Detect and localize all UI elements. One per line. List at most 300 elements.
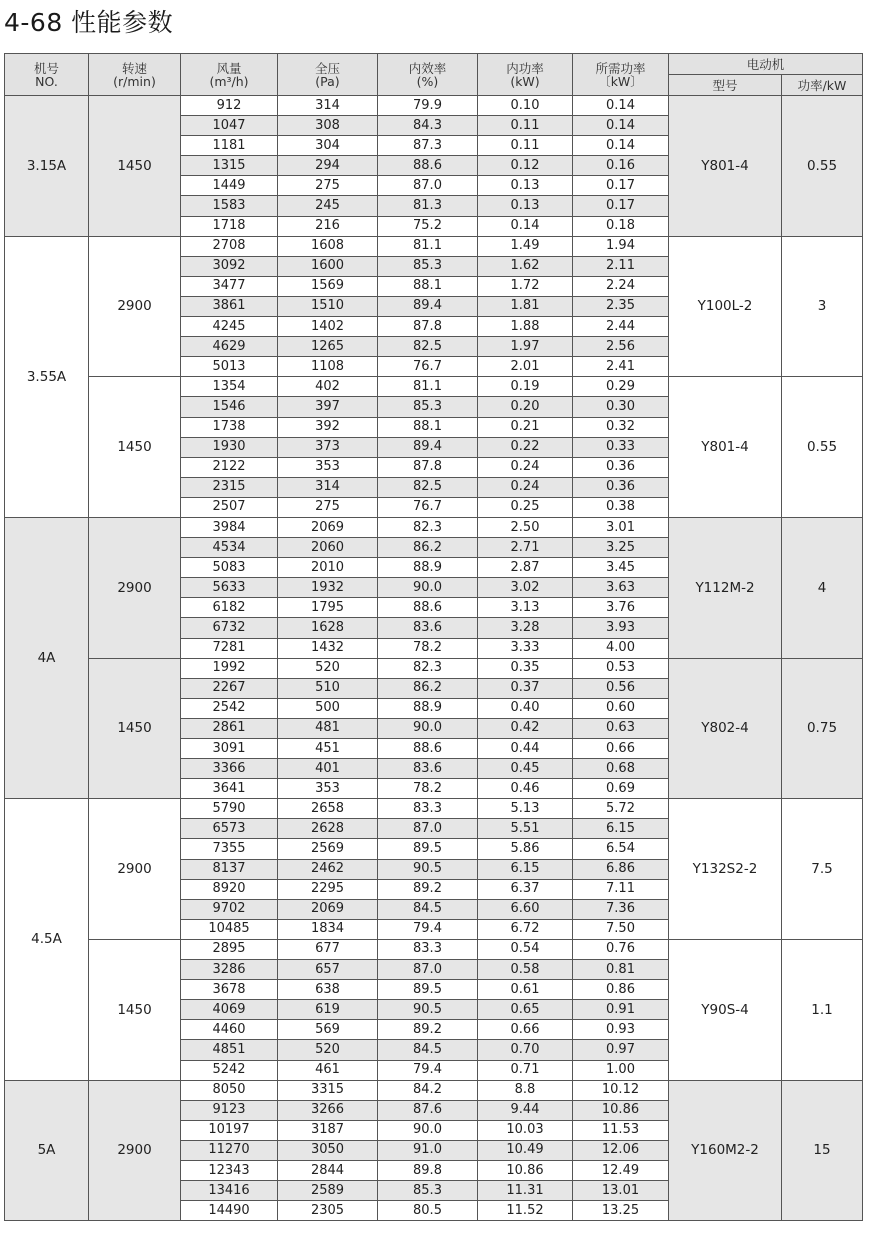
pressure-cell: 308 bbox=[278, 116, 378, 136]
efficiency-cell: 84.5 bbox=[378, 899, 478, 919]
efficiency-cell: 87.0 bbox=[378, 819, 478, 839]
efficiency-cell: 81.1 bbox=[378, 236, 478, 256]
efficiency-cell: 89.2 bbox=[378, 1020, 478, 1040]
flow-cell: 3984 bbox=[181, 517, 278, 537]
flow-cell: 12343 bbox=[181, 1160, 278, 1180]
flow-cell: 4534 bbox=[181, 538, 278, 558]
efficiency-cell: 79.4 bbox=[378, 1060, 478, 1080]
header-motor-power: 功率/kW bbox=[782, 75, 863, 96]
required-power-cell: 7.36 bbox=[573, 899, 669, 919]
internal-power-cell: 1.97 bbox=[478, 337, 573, 357]
flow-cell: 1546 bbox=[181, 397, 278, 417]
flow-cell: 6573 bbox=[181, 819, 278, 839]
flow-cell: 7281 bbox=[181, 638, 278, 658]
motor-model-cell: Y801-4 bbox=[669, 377, 782, 518]
motor-model-cell: Y801-4 bbox=[669, 96, 782, 237]
required-power-cell: 2.35 bbox=[573, 296, 669, 316]
internal-power-cell: 0.37 bbox=[478, 678, 573, 698]
flow-cell: 3477 bbox=[181, 276, 278, 296]
efficiency-cell: 90.5 bbox=[378, 1000, 478, 1020]
internal-power-cell: 6.37 bbox=[478, 879, 573, 899]
required-power-cell: 0.38 bbox=[573, 497, 669, 517]
required-power-cell: 10.12 bbox=[573, 1080, 669, 1100]
table-row bbox=[5, 1080, 863, 1100]
required-power-cell: 13.01 bbox=[573, 1181, 669, 1201]
efficiency-cell: 86.2 bbox=[378, 538, 478, 558]
flow-cell: 2542 bbox=[181, 698, 278, 718]
efficiency-cell: 88.1 bbox=[378, 417, 478, 437]
required-power-cell: 0.14 bbox=[573, 136, 669, 156]
efficiency-cell: 89.8 bbox=[378, 1160, 478, 1180]
motor-power-cell: 15 bbox=[782, 1080, 863, 1221]
efficiency-cell: 85.3 bbox=[378, 1181, 478, 1201]
pressure-cell: 402 bbox=[278, 377, 378, 397]
flow-cell: 1047 bbox=[181, 116, 278, 136]
efficiency-cell: 89.4 bbox=[378, 296, 478, 316]
pressure-cell: 2569 bbox=[278, 839, 378, 859]
internal-power-cell: 0.70 bbox=[478, 1040, 573, 1060]
required-power-cell: 0.97 bbox=[573, 1040, 669, 1060]
pressure-cell: 638 bbox=[278, 980, 378, 1000]
efficiency-cell: 79.9 bbox=[378, 96, 478, 116]
efficiency-cell: 89.5 bbox=[378, 980, 478, 1000]
internal-power-cell: 11.52 bbox=[478, 1201, 573, 1221]
required-power-cell: 3.45 bbox=[573, 558, 669, 578]
speed-cell: 1450 bbox=[89, 377, 181, 518]
internal-power-cell: 0.44 bbox=[478, 739, 573, 759]
required-power-cell: 2.24 bbox=[573, 276, 669, 296]
pressure-cell: 314 bbox=[278, 477, 378, 497]
motor-model-cell: Y160M2-2 bbox=[669, 1080, 782, 1221]
flow-cell: 3286 bbox=[181, 960, 278, 980]
required-power-cell: 0.86 bbox=[573, 980, 669, 1000]
required-power-cell: 0.36 bbox=[573, 477, 669, 497]
required-power-cell: 0.69 bbox=[573, 779, 669, 799]
pressure-cell: 461 bbox=[278, 1060, 378, 1080]
efficiency-cell: 82.3 bbox=[378, 658, 478, 678]
model-cell: 5A bbox=[5, 1080, 89, 1221]
header-motor-group: 电动机 bbox=[669, 54, 863, 75]
efficiency-cell: 87.8 bbox=[378, 317, 478, 337]
speed-cell: 2900 bbox=[89, 236, 181, 377]
efficiency-cell: 83.6 bbox=[378, 759, 478, 779]
pressure-cell: 3187 bbox=[278, 1120, 378, 1140]
pressure-cell: 1795 bbox=[278, 598, 378, 618]
internal-power-cell: 3.13 bbox=[478, 598, 573, 618]
internal-power-cell: 0.10 bbox=[478, 96, 573, 116]
required-power-cell: 0.14 bbox=[573, 96, 669, 116]
efficiency-cell: 80.5 bbox=[378, 1201, 478, 1221]
internal-power-cell: 0.35 bbox=[478, 658, 573, 678]
flow-cell: 6182 bbox=[181, 598, 278, 618]
required-power-cell: 0.81 bbox=[573, 960, 669, 980]
internal-power-cell: 1.49 bbox=[478, 236, 573, 256]
flow-cell: 3091 bbox=[181, 739, 278, 759]
flow-cell: 3366 bbox=[181, 759, 278, 779]
internal-power-cell: 11.31 bbox=[478, 1181, 573, 1201]
header-internal-power: 内功率 (kW) bbox=[478, 54, 573, 96]
required-power-cell: 6.86 bbox=[573, 859, 669, 879]
header-flow: 风量 (m³/h) bbox=[181, 54, 278, 96]
flow-cell: 1583 bbox=[181, 196, 278, 216]
required-power-cell: 6.15 bbox=[573, 819, 669, 839]
required-power-cell: 6.54 bbox=[573, 839, 669, 859]
internal-power-cell: 0.24 bbox=[478, 477, 573, 497]
required-power-cell: 0.17 bbox=[573, 196, 669, 216]
flow-cell: 11270 bbox=[181, 1140, 278, 1160]
internal-power-cell: 0.71 bbox=[478, 1060, 573, 1080]
efficiency-cell: 87.6 bbox=[378, 1100, 478, 1120]
flow-cell: 3092 bbox=[181, 256, 278, 276]
required-power-cell: 1.00 bbox=[573, 1060, 669, 1080]
pressure-cell: 392 bbox=[278, 417, 378, 437]
flow-cell: 5790 bbox=[181, 799, 278, 819]
internal-power-cell: 0.21 bbox=[478, 417, 573, 437]
required-power-cell: 0.17 bbox=[573, 176, 669, 196]
internal-power-cell: 0.46 bbox=[478, 779, 573, 799]
efficiency-cell: 79.4 bbox=[378, 919, 478, 939]
speed-cell: 1450 bbox=[89, 96, 181, 237]
pressure-cell: 373 bbox=[278, 437, 378, 457]
pressure-cell: 1569 bbox=[278, 276, 378, 296]
performance-table bbox=[4, 53, 863, 1221]
pressure-cell: 500 bbox=[278, 698, 378, 718]
motor-power-cell: 1.1 bbox=[782, 939, 863, 1080]
flow-cell: 14490 bbox=[181, 1201, 278, 1221]
pressure-cell: 1510 bbox=[278, 296, 378, 316]
flow-cell: 7355 bbox=[181, 839, 278, 859]
required-power-cell: 2.41 bbox=[573, 357, 669, 377]
motor-model-cell: Y90S-4 bbox=[669, 939, 782, 1080]
efficiency-cell: 88.6 bbox=[378, 739, 478, 759]
internal-power-cell: 3.28 bbox=[478, 618, 573, 638]
flow-cell: 8050 bbox=[181, 1080, 278, 1100]
efficiency-cell: 83.6 bbox=[378, 618, 478, 638]
pressure-cell: 275 bbox=[278, 497, 378, 517]
speed-cell: 1450 bbox=[89, 939, 181, 1080]
pressure-cell: 2589 bbox=[278, 1181, 378, 1201]
motor-model-cell: Y132S2-2 bbox=[669, 799, 782, 940]
efficiency-cell: 87.8 bbox=[378, 457, 478, 477]
required-power-cell: 10.86 bbox=[573, 1100, 669, 1120]
pressure-cell: 353 bbox=[278, 779, 378, 799]
required-power-cell: 13.25 bbox=[573, 1201, 669, 1221]
pressure-cell: 2060 bbox=[278, 538, 378, 558]
efficiency-cell: 87.3 bbox=[378, 136, 478, 156]
model-cell: 3.55A bbox=[5, 236, 89, 517]
flow-cell: 8137 bbox=[181, 859, 278, 879]
required-power-cell: 0.18 bbox=[573, 216, 669, 236]
internal-power-cell: 6.15 bbox=[478, 859, 573, 879]
pressure-cell: 1402 bbox=[278, 317, 378, 337]
required-power-cell: 0.66 bbox=[573, 739, 669, 759]
pressure-cell: 510 bbox=[278, 678, 378, 698]
table-row bbox=[5, 658, 863, 678]
required-power-cell: 5.72 bbox=[573, 799, 669, 819]
flow-cell: 1449 bbox=[181, 176, 278, 196]
efficiency-cell: 84.2 bbox=[378, 1080, 478, 1100]
pressure-cell: 657 bbox=[278, 960, 378, 980]
internal-power-cell: 0.22 bbox=[478, 437, 573, 457]
efficiency-cell: 78.2 bbox=[378, 638, 478, 658]
header-pressure: 全压 (Pa) bbox=[278, 54, 378, 96]
internal-power-cell: 1.88 bbox=[478, 317, 573, 337]
required-power-cell: 2.44 bbox=[573, 317, 669, 337]
internal-power-cell: 1.62 bbox=[478, 256, 573, 276]
efficiency-cell: 88.9 bbox=[378, 558, 478, 578]
model-cell: 4.5A bbox=[5, 799, 89, 1080]
internal-power-cell: 2.87 bbox=[478, 558, 573, 578]
speed-cell: 2900 bbox=[89, 1080, 181, 1221]
flow-cell: 5633 bbox=[181, 578, 278, 598]
required-power-cell: 0.33 bbox=[573, 437, 669, 457]
motor-power-cell: 0.75 bbox=[782, 658, 863, 799]
speed-cell: 2900 bbox=[89, 799, 181, 940]
efficiency-cell: 88.6 bbox=[378, 156, 478, 176]
flow-cell: 4460 bbox=[181, 1020, 278, 1040]
internal-power-cell: 2.50 bbox=[478, 517, 573, 537]
required-power-cell: 7.11 bbox=[573, 879, 669, 899]
efficiency-cell: 83.3 bbox=[378, 939, 478, 959]
required-power-cell: 12.06 bbox=[573, 1140, 669, 1160]
efficiency-cell: 76.7 bbox=[378, 357, 478, 377]
internal-power-cell: 9.44 bbox=[478, 1100, 573, 1120]
flow-cell: 2861 bbox=[181, 718, 278, 738]
pressure-cell: 619 bbox=[278, 1000, 378, 1020]
internal-power-cell: 0.58 bbox=[478, 960, 573, 980]
efficiency-cell: 84.5 bbox=[378, 1040, 478, 1060]
internal-power-cell: 0.12 bbox=[478, 156, 573, 176]
table-body bbox=[5, 96, 863, 1221]
efficiency-cell: 89.4 bbox=[378, 437, 478, 457]
pressure-cell: 2295 bbox=[278, 879, 378, 899]
internal-power-cell: 5.86 bbox=[478, 839, 573, 859]
pressure-cell: 2305 bbox=[278, 1201, 378, 1221]
pressure-cell: 3266 bbox=[278, 1100, 378, 1120]
required-power-cell: 2.11 bbox=[573, 256, 669, 276]
efficiency-cell: 90.0 bbox=[378, 718, 478, 738]
efficiency-cell: 91.0 bbox=[378, 1140, 478, 1160]
required-power-cell: 7.50 bbox=[573, 919, 669, 939]
internal-power-cell: 0.13 bbox=[478, 176, 573, 196]
speed-cell: 2900 bbox=[89, 517, 181, 658]
pressure-cell: 2628 bbox=[278, 819, 378, 839]
motor-power-cell: 7.5 bbox=[782, 799, 863, 940]
internal-power-cell: 0.42 bbox=[478, 718, 573, 738]
flow-cell: 5083 bbox=[181, 558, 278, 578]
flow-cell: 4629 bbox=[181, 337, 278, 357]
internal-power-cell: 2.71 bbox=[478, 538, 573, 558]
required-power-cell: 3.93 bbox=[573, 618, 669, 638]
efficiency-cell: 76.7 bbox=[378, 497, 478, 517]
required-power-cell: 0.29 bbox=[573, 377, 669, 397]
internal-power-cell: 2.01 bbox=[478, 357, 573, 377]
internal-power-cell: 0.66 bbox=[478, 1020, 573, 1040]
pressure-cell: 401 bbox=[278, 759, 378, 779]
flow-cell: 8920 bbox=[181, 879, 278, 899]
required-power-cell: 0.68 bbox=[573, 759, 669, 779]
flow-cell: 4851 bbox=[181, 1040, 278, 1060]
required-power-cell: 0.53 bbox=[573, 658, 669, 678]
efficiency-cell: 82.5 bbox=[378, 337, 478, 357]
flow-cell: 3641 bbox=[181, 779, 278, 799]
internal-power-cell: 0.11 bbox=[478, 136, 573, 156]
pressure-cell: 2658 bbox=[278, 799, 378, 819]
efficiency-cell: 81.1 bbox=[378, 377, 478, 397]
efficiency-cell: 78.2 bbox=[378, 779, 478, 799]
internal-power-cell: 0.19 bbox=[478, 377, 573, 397]
efficiency-cell: 90.0 bbox=[378, 1120, 478, 1140]
efficiency-cell: 81.3 bbox=[378, 196, 478, 216]
pressure-cell: 1600 bbox=[278, 256, 378, 276]
internal-power-cell: 0.61 bbox=[478, 980, 573, 1000]
flow-cell: 10485 bbox=[181, 919, 278, 939]
internal-power-cell: 0.54 bbox=[478, 939, 573, 959]
required-power-cell: 0.76 bbox=[573, 939, 669, 959]
pressure-cell: 451 bbox=[278, 739, 378, 759]
required-power-cell: 0.36 bbox=[573, 457, 669, 477]
internal-power-cell: 3.33 bbox=[478, 638, 573, 658]
table-header bbox=[5, 54, 863, 96]
table-row bbox=[5, 377, 863, 397]
internal-power-cell: 5.51 bbox=[478, 819, 573, 839]
flow-cell: 1315 bbox=[181, 156, 278, 176]
header-speed: 转速 (r/min) bbox=[89, 54, 181, 96]
flow-cell: 6732 bbox=[181, 618, 278, 638]
internal-power-cell: 0.40 bbox=[478, 698, 573, 718]
internal-power-cell: 6.72 bbox=[478, 919, 573, 939]
pressure-cell: 481 bbox=[278, 718, 378, 738]
flow-cell: 4069 bbox=[181, 1000, 278, 1020]
required-power-cell: 0.32 bbox=[573, 417, 669, 437]
internal-power-cell: 1.72 bbox=[478, 276, 573, 296]
internal-power-cell: 3.02 bbox=[478, 578, 573, 598]
pressure-cell: 1932 bbox=[278, 578, 378, 598]
internal-power-cell: 0.11 bbox=[478, 116, 573, 136]
pressure-cell: 2844 bbox=[278, 1160, 378, 1180]
flow-cell: 9702 bbox=[181, 899, 278, 919]
flow-cell: 13416 bbox=[181, 1181, 278, 1201]
flow-cell: 912 bbox=[181, 96, 278, 116]
efficiency-cell: 87.0 bbox=[378, 176, 478, 196]
flow-cell: 5242 bbox=[181, 1060, 278, 1080]
flow-cell: 2507 bbox=[181, 497, 278, 517]
efficiency-cell: 90.0 bbox=[378, 578, 478, 598]
pressure-cell: 3315 bbox=[278, 1080, 378, 1100]
pressure-cell: 1834 bbox=[278, 919, 378, 939]
efficiency-cell: 86.2 bbox=[378, 678, 478, 698]
efficiency-cell: 84.3 bbox=[378, 116, 478, 136]
pressure-cell: 2010 bbox=[278, 558, 378, 578]
required-power-cell: 3.01 bbox=[573, 517, 669, 537]
motor-power-cell: 4 bbox=[782, 517, 863, 658]
flow-cell: 1930 bbox=[181, 437, 278, 457]
flow-cell: 1354 bbox=[181, 377, 278, 397]
internal-power-cell: 0.24 bbox=[478, 457, 573, 477]
flow-cell: 9123 bbox=[181, 1100, 278, 1120]
page-title: 4-68 性能参数 bbox=[4, 8, 174, 37]
internal-power-cell: 1.81 bbox=[478, 296, 573, 316]
required-power-cell: 0.16 bbox=[573, 156, 669, 176]
flow-cell: 1992 bbox=[181, 658, 278, 678]
pressure-cell: 314 bbox=[278, 96, 378, 116]
table-row bbox=[5, 517, 863, 537]
table-row bbox=[5, 799, 863, 819]
flow-cell: 3678 bbox=[181, 980, 278, 1000]
efficiency-cell: 87.0 bbox=[378, 960, 478, 980]
pressure-cell: 397 bbox=[278, 397, 378, 417]
header-model: 机号 NO. bbox=[5, 54, 89, 96]
required-power-cell: 0.14 bbox=[573, 116, 669, 136]
required-power-cell: 0.91 bbox=[573, 1000, 669, 1020]
pressure-cell: 569 bbox=[278, 1020, 378, 1040]
flow-cell: 2315 bbox=[181, 477, 278, 497]
required-power-cell: 3.63 bbox=[573, 578, 669, 598]
motor-power-cell: 3 bbox=[782, 236, 863, 377]
efficiency-cell: 90.5 bbox=[378, 859, 478, 879]
required-power-cell: 0.63 bbox=[573, 718, 669, 738]
efficiency-cell: 89.2 bbox=[378, 879, 478, 899]
internal-power-cell: 0.25 bbox=[478, 497, 573, 517]
internal-power-cell: 10.86 bbox=[478, 1160, 573, 1180]
pressure-cell: 1628 bbox=[278, 618, 378, 638]
internal-power-cell: 0.13 bbox=[478, 196, 573, 216]
motor-model-cell: Y802-4 bbox=[669, 658, 782, 799]
pressure-cell: 1432 bbox=[278, 638, 378, 658]
table-row bbox=[5, 236, 863, 256]
required-power-cell: 1.94 bbox=[573, 236, 669, 256]
header-efficiency: 内效率 (%) bbox=[378, 54, 478, 96]
motor-power-cell: 0.55 bbox=[782, 96, 863, 237]
efficiency-cell: 88.6 bbox=[378, 598, 478, 618]
pressure-cell: 2069 bbox=[278, 899, 378, 919]
motor-model-cell: Y100L-2 bbox=[669, 236, 782, 377]
internal-power-cell: 10.03 bbox=[478, 1120, 573, 1140]
internal-power-cell: 10.49 bbox=[478, 1140, 573, 1160]
flow-cell: 1738 bbox=[181, 417, 278, 437]
pressure-cell: 216 bbox=[278, 216, 378, 236]
efficiency-cell: 82.5 bbox=[378, 477, 478, 497]
efficiency-cell: 85.3 bbox=[378, 397, 478, 417]
efficiency-cell: 85.3 bbox=[378, 256, 478, 276]
header-motor-model: 型号 bbox=[669, 75, 782, 96]
required-power-cell: 0.60 bbox=[573, 698, 669, 718]
pressure-cell: 1108 bbox=[278, 357, 378, 377]
flow-cell: 1181 bbox=[181, 136, 278, 156]
required-power-cell: 0.56 bbox=[573, 678, 669, 698]
pressure-cell: 275 bbox=[278, 176, 378, 196]
flow-cell: 2708 bbox=[181, 236, 278, 256]
internal-power-cell: 8.8 bbox=[478, 1080, 573, 1100]
pressure-cell: 1608 bbox=[278, 236, 378, 256]
internal-power-cell: 0.14 bbox=[478, 216, 573, 236]
flow-cell: 10197 bbox=[181, 1120, 278, 1140]
flow-cell: 5013 bbox=[181, 357, 278, 377]
required-power-cell: 4.00 bbox=[573, 638, 669, 658]
motor-power-cell: 0.55 bbox=[782, 377, 863, 518]
efficiency-cell: 89.5 bbox=[378, 839, 478, 859]
flow-cell: 4245 bbox=[181, 317, 278, 337]
pressure-cell: 520 bbox=[278, 1040, 378, 1060]
pressure-cell: 304 bbox=[278, 136, 378, 156]
efficiency-cell: 88.9 bbox=[378, 698, 478, 718]
pressure-cell: 245 bbox=[278, 196, 378, 216]
flow-cell: 2267 bbox=[181, 678, 278, 698]
internal-power-cell: 5.13 bbox=[478, 799, 573, 819]
flow-cell: 2895 bbox=[181, 939, 278, 959]
pressure-cell: 1265 bbox=[278, 337, 378, 357]
required-power-cell: 0.30 bbox=[573, 397, 669, 417]
